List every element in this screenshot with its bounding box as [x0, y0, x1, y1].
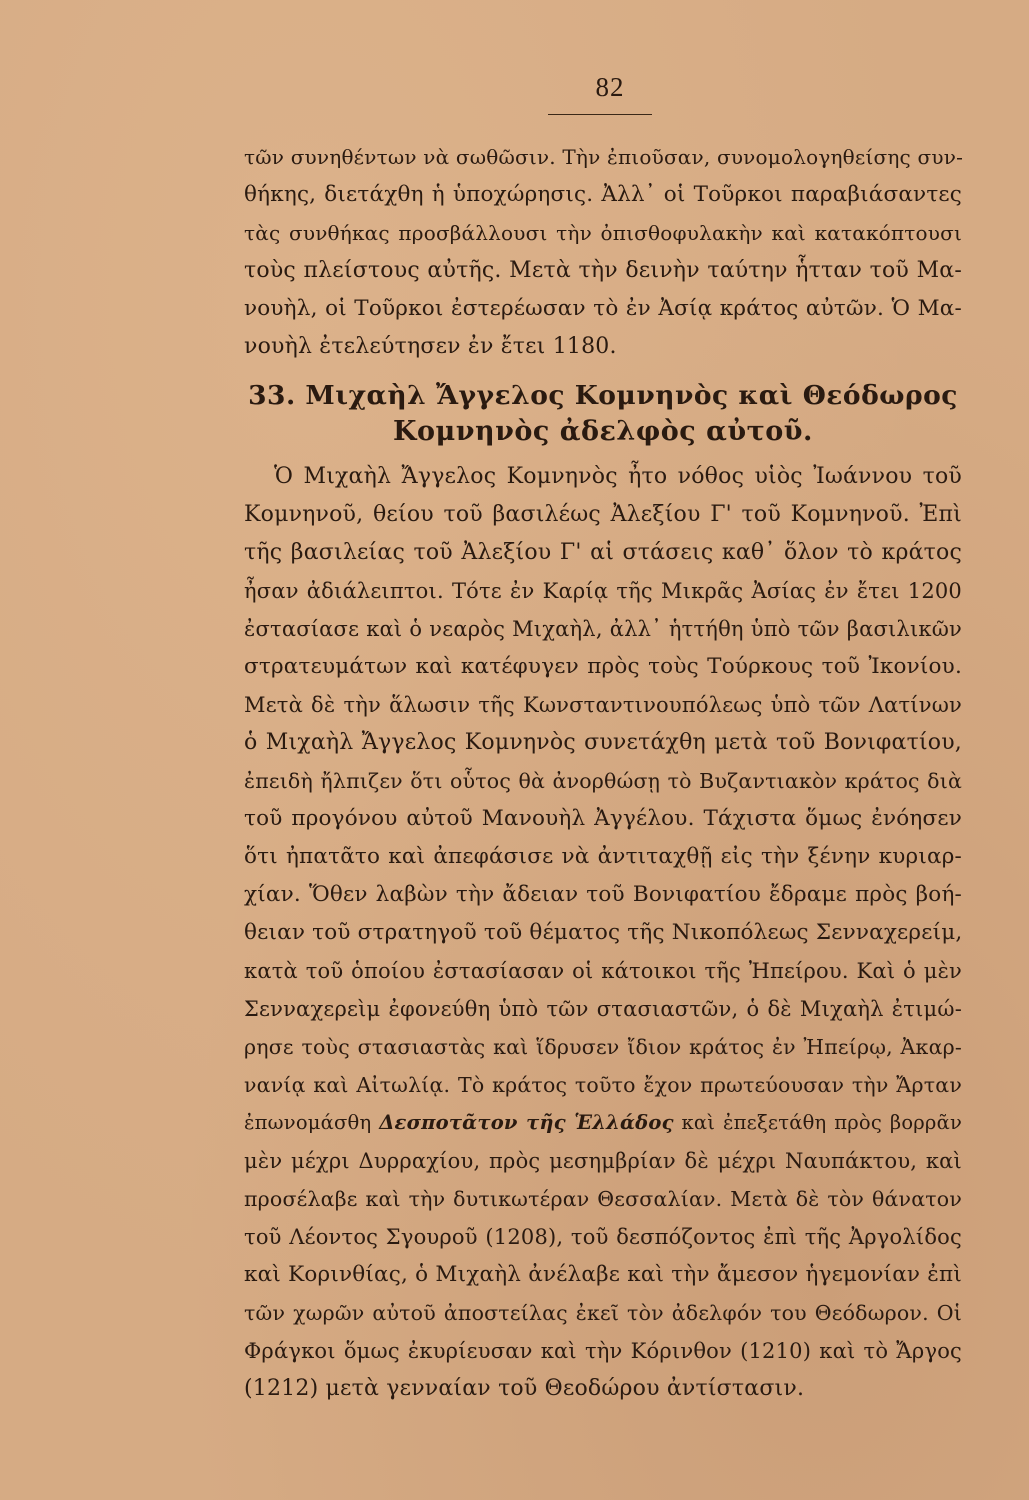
text-line: Φράγκοι ὅμως ἐκυρίευσαν καὶ τὴν Κόρινθον (1210) καὶ τὸ Ἄργος	[244, 1339, 962, 1363]
section-title-1: Μιχαὴλ Ἄγγελος Κομνηνὸς καὶ Θεόδωρος	[305, 380, 958, 411]
text-line: καὶ Κορινθίας, ὁ Μιχαὴλ ἀνέλαβε καὶ τὴν ἄμεσον ἡγεμονίαν ἐπὶ	[244, 1262, 962, 1287]
section-number: 33.	[248, 380, 296, 411]
section-heading-line-1	[244, 380, 962, 411]
text-line: θειαν τοῦ στρατηγοῦ τοῦ θέματος τῆς Νικοπόλεως Σενναχερείμ,	[244, 920, 963, 945]
text-line: κατὰ τοῦ ὁποίου ἐστασίασαν οἱ κάτοικοι τῆς Ἠπείρου. Καὶ ὁ μὲν	[244, 959, 962, 983]
text-line: τοὺς πλείστους αὐτῆς. Μετὰ τὴν δεινὴν ταύτην ἧτταν τοῦ Μα-	[244, 258, 962, 283]
text-line: στρατευμάτων καὶ κατέφυγεν πρὸς τοὺς Τούρκους τοῦ Ἰκονίου.	[244, 654, 962, 679]
text-line: Ὁ Μιχαὴλ Ἄγγελος Κομνηνὸς ἦτο νόθος υἱὸς Ἰωάννου τοῦ	[274, 464, 962, 489]
text-line: τῆς βασιλείας τοῦ Ἀλεξίου Γ' αἱ στάσεις καθ᾽ ὅλον τὸ κράτος	[244, 540, 962, 565]
text-line: ἦσαν ἀδιάλειπτοι. Τότε ἐν Καρίᾳ τῆς Μικρᾶς Ἀσίας ἐν ἔτει 1200	[244, 579, 962, 603]
text-line: Κομνηνοῦ, θείου τοῦ βασιλέως Ἀλεξίου Γ' τοῦ Κομνηνοῦ. Ἐπὶ	[244, 502, 962, 527]
page-number: 82	[595, 72, 625, 102]
body-paragraph	[244, 458, 962, 1408]
text-line: νανίᾳ καὶ Αἰτωλίᾳ. Τὸ κράτος τοῦτο ἔχον πρωτεύουσαν τὴν Ἄρταν	[244, 1073, 962, 1097]
text-line: τῶν χωρῶν αὐτοῦ ἀποστείλας ἐκεῖ τὸν ἀδελφόν του Θεόδωρον. Οἱ	[244, 1301, 962, 1325]
text-line: ὁ Μιχαὴλ Ἄγγελος Κομνηνὸς συνετάχθη μετὰ τοῦ Βονιφατίου,	[244, 730, 962, 755]
text-line: ρησε τοὺς στασιαστὰς καὶ ἵδρυσεν ἴδιον κράτος ἐν Ἠπείρῳ, Ἀκαρ-	[244, 1035, 962, 1059]
text-line: τοῦ προγόνου αὐτοῦ Μανουὴλ Ἀγγέλου. Τάχιστα ὅμως ἐνόησεν	[244, 806, 962, 831]
text-line: ὅτι ἠπατᾶτο καὶ ἀπεφάσισε νὰ ἀντιταχθῇ εἰς τὴν ξένην κυριαρ-	[244, 844, 962, 869]
text-line: νουὴλ ἐτελεύτησεν ἐν ἔτει 1180.	[244, 334, 617, 359]
intro-paragraph	[244, 138, 962, 366]
text-line: Σενναχερεὶμ ἐφονεύθη ὑπὸ τῶν στασιαστῶν, ὁ δὲ Μιχαὴλ ἐτιμώ-	[244, 997, 962, 1021]
text-line: τῶν συνηθέντων νὰ σωθῶσιν. Τὴν ἐπιοῦσαν, συνομολογηθείσης συν-	[244, 145, 964, 169]
text-line: Μετὰ δὲ τὴν ἅλωσιν τῆς Κωνσταντινουπόλεως ὑπὸ τῶν Λατίνων	[244, 693, 962, 717]
text-line-despotate	[244, 1104, 962, 1142]
text-line: προσέλαβε καὶ τὴν δυτικωτέραν Θεσσαλίαν. Μετὰ δὲ τὸν θάνατον	[244, 1187, 962, 1211]
text-line: νουὴλ, οἱ Τοῦρκοι ἐστερέωσαν τὸ ἐν Ἀσίᾳ κράτος αὐτῶν. Ὁ Μα-	[244, 296, 962, 321]
text-line: τοῦ Λέοντος Σγουροῦ (1208), τοῦ δεσπόζοντος ἐπὶ τῆς Ἀργολίδος	[244, 1225, 962, 1249]
despotate-after: καὶ ἐπεξετάθη πρὸς βορρᾶν	[673, 1111, 963, 1134]
section-heading-line-2	[244, 416, 962, 447]
text-line: θήκης, διετάχθη ἡ ὑποχώρησις. Ἀλλ᾽ οἱ Τοῦρκοι παραβιάσαντες	[244, 182, 962, 207]
text-line: μὲν μέχρι Δυρραχίου, πρὸς μεσημβρίαν δὲ μέχρι Ναυπάκτου, καὶ	[244, 1149, 962, 1173]
page-number-rule	[548, 114, 652, 115]
despotate-before: ἐπωνομάσθη	[244, 1111, 380, 1134]
despotate-emphasis: Δεσποτᾶτον τῆς Ἑλλάδος	[379, 1111, 674, 1134]
text-line: ἐπειδὴ ἤλπιζεν ὅτι οὗτος θὰ ἀνορθώσῃ τὸ Βυζαντιακὸν κράτος διὰ	[244, 769, 962, 793]
text-line: τὰς συνθήκας προσβάλλουσι τὴν ὀπισθοφυλακὴν καὶ κατακόπτουσι	[244, 221, 962, 245]
section-title-2: Κομνηνὸς ἀδελφὸς αὐτοῦ.	[393, 416, 813, 447]
text-line: χίαν. Ὅθεν λαβὼν τὴν ἄδειαν τοῦ Βονιφατίου ἔδραμε πρὸς βοή-	[244, 882, 962, 907]
text-line: (1212) μετὰ γενναίαν τοῦ Θεοδώρου ἀντίστασιν.	[244, 1376, 805, 1401]
text-line: ἐστασίασε καὶ ὁ νεαρὸς Μιχαὴλ, ἀλλ᾽ ἡττήθη ὑπὸ τῶν βασιλικῶν	[244, 617, 962, 641]
